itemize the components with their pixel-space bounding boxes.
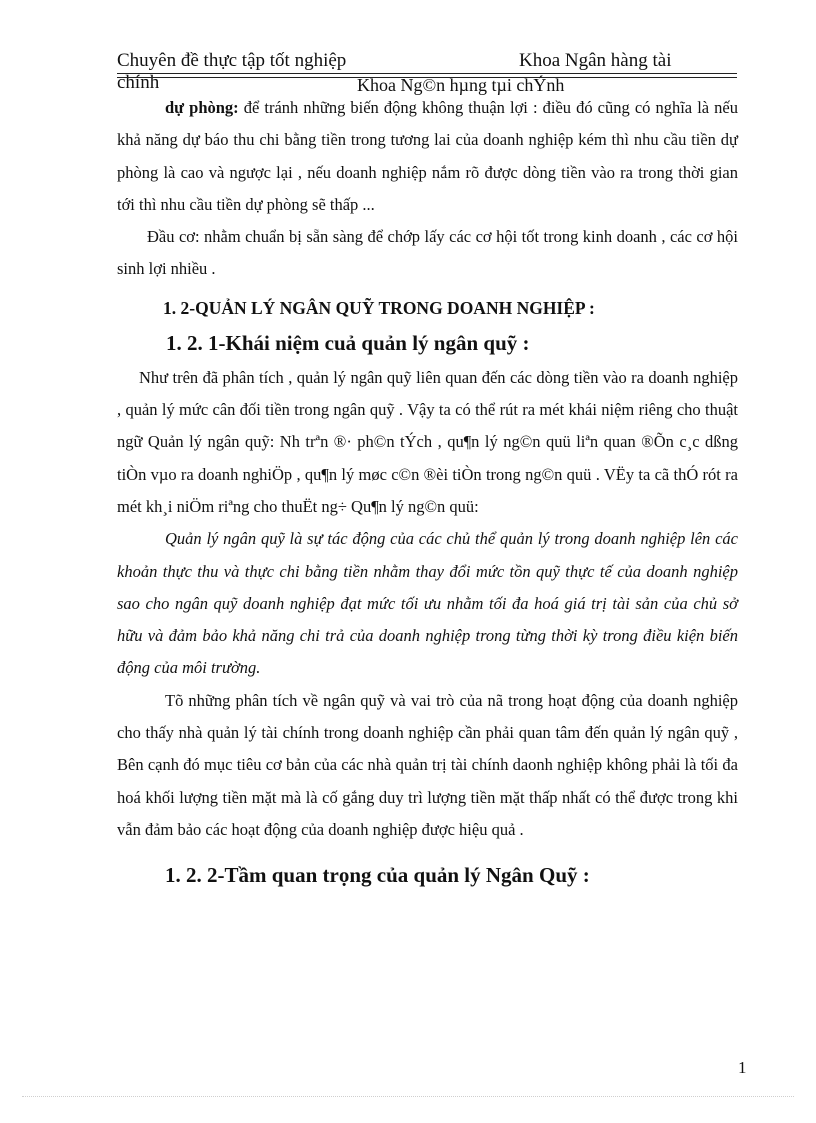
section-heading-1-2-1: 1. 2. 1-Khái niệm cuả quản lý ngân quỹ : <box>166 330 530 355</box>
paragraph-analysis: Tõ những phân tích về ngân quỹ và vai trò của nã trong hoạt động của doanh nghiệp cho thấy nhà quản lý tài chính trong doanh nghiệp cần phải quan tâm đến quản lý ngân quỹ , Bên cạnh đó mục tiêu cơ bản của các nhà quản trị tài chính daonh nghiệp không phải là tối đa hoá khối lượng tiền mặt mà là cố gắng duy trì lượng tiền mặt thấp nhất có thể được trong khi vẫn đảm bảo các hoạt động của doanh nghiệp được hiệu quả . <box>117 690 738 839</box>
document-body <box>117 92 738 894</box>
header-garbled-subtitle: Khoa Ng©n hµng tµi chÝnh <box>357 75 565 95</box>
reserve-motive-lead: dự phòng: <box>165 98 239 117</box>
header-right-title: Khoa Ngân hàng tài <box>519 50 672 71</box>
page-number: 1 <box>738 1058 747 1077</box>
header-left-title-text: Chuyên đề thực tập tốt nghiệp <box>117 50 347 71</box>
paragraph-concept: Như trên đã phân tích , quản lý ngân quỹ liên quan đến các dòng tiền vào ra doanh nghiệp , quản lý mức cân đối tiền trong ngân quỹ . Vậy ta có thể rút ra mét khái niệm riêng cho thuật ngữ Quản lý ngân quỹ: Nh trªn ®· ph©n tÝch , qu¶n lý ng©n quü liªn quan ®Õn c¸c dßng tiÒn vµo ra doanh nghiÖp , qu¶n lý møc c©n ®èi tiÒn trong ng©n quü . VËy ta cã thÓ rót ra mét kh¸i niÖm riªng cho thuËt ng÷ Qu¶n lý ng©n quü: <box>117 367 738 516</box>
reserve-motive-text: để tránh những biến động không thuận lợi : điều đó cũng có nghĩa là nếu khả năng dự báo thu chi bằng tiền trong tương lai của doanh nghiệp kém thì nhu cầu tiền dự phòng là cao và ngược lại , nếu doanh nghiệp nắm rõ được dòng tiền vào ra trong thời gian tới thì nhu cầu tiền dự phòng sẽ thấp ... <box>117 98 739 214</box>
header-rule-top <box>117 73 737 74</box>
paragraph-definition: Quản lý ngân quỹ là sự tác động của các chủ thể quản lý trong doanh nghiệp lên các khoản thực thu và thực chi bằng tiền nhằm thay đổi mức tồn quỹ thực tế của doanh nghiệp sao cho ngân quỹ doanh nghiệp đạt mức tối ưu nhằm tối đa hoá giá trị tài sản của chủ sở hữu và đảm bảo khả năng chi trả của doanh nghiệp trong từng thời kỳ trong điều kiện biến động của môi trường. <box>117 529 738 678</box>
paragraph-reserve-motive <box>117 92 738 221</box>
page-bottom-border <box>22 1096 794 1097</box>
header-left-title-line2: chính <box>117 72 160 93</box>
section-heading-1-2-2: 1. 2. 2-Tầm quan trọng của quản lý Ngân Quỹ : <box>165 863 590 888</box>
paragraph-speculative-motive: Đầu cơ: nhằm chuẩn bị sẵn sàng để chớp lấy các cơ hội tốt trong kinh doanh , các cơ hội sinh lợi nhiều . <box>117 227 738 279</box>
section-heading-1-2: 1. 2-QUẢN LÝ NGÂN QUỸ TRONG DOANH NGHIỆP : <box>163 297 595 318</box>
